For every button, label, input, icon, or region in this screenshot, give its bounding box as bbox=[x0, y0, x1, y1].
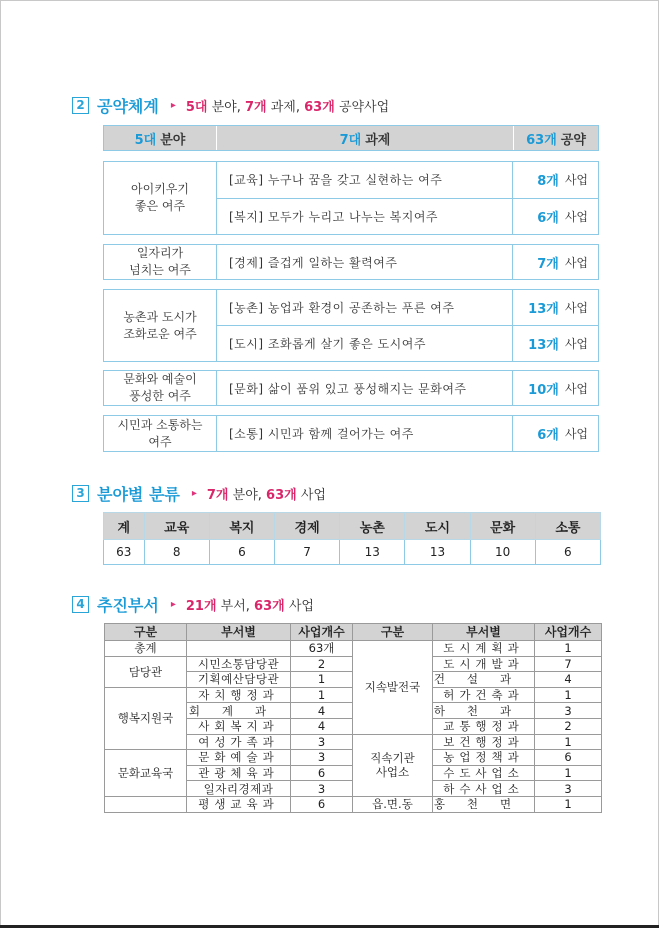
pledge-group-name: 문화와 예술이 풍성한 여주 bbox=[104, 371, 217, 405]
pledge-row: [복지] 모두가 누리고 나누는 복지여주 6개 사업 bbox=[217, 198, 598, 235]
table-row: 사회복지과 4 교통행정과 2 bbox=[105, 718, 602, 734]
section3-title bbox=[72, 482, 326, 505]
section4-title bbox=[72, 593, 314, 616]
department-header-row: 구분 부서별 사업개수 구분 부서별 사업개수 bbox=[105, 624, 602, 641]
table-row: 평생교육과 6 읍.면.동 홍천면 1 bbox=[105, 796, 602, 812]
pledge-row: [문화] 삶이 품위 있고 풍성해지는 문화여주 10개 사업 bbox=[217, 371, 598, 405]
page-frame-left bbox=[0, 0, 1, 925]
pledge-header-task: 7대 과제 bbox=[217, 126, 514, 150]
pledge-row: [교육] 누구나 꿈을 갖고 실현하는 여주 8개 사업 bbox=[217, 162, 598, 198]
section4-subtitle: 21개 부서, 63개 사업 bbox=[185, 599, 314, 614]
pledge-group-name: 농촌과 도시가 조화로운 여주 bbox=[104, 290, 217, 361]
pledge-group-culture bbox=[103, 370, 599, 406]
pledge-row: [소통] 시민과 함께 걸어가는 여주 6개 사업 bbox=[217, 416, 598, 451]
arrow-icon: ▸ bbox=[170, 100, 176, 111]
table-row: 회계과 4 하천과 3 bbox=[105, 703, 602, 719]
table-row: 문화교육국 문화예술과 3 농업정책과 6 bbox=[105, 750, 602, 766]
table-row: 여성가족과 3 직속기관 사업소 보건행정과 1 bbox=[105, 734, 602, 750]
section2-number: 2 bbox=[72, 97, 89, 114]
category-table bbox=[103, 512, 601, 565]
pledge-group-rural-urban bbox=[103, 289, 599, 362]
section3-number: 3 bbox=[72, 485, 89, 502]
table-row: 담당관 시민소통담당관 2 도시개발과 7 bbox=[105, 656, 602, 672]
section2-name: 공약체계 bbox=[97, 97, 159, 116]
category-value-row: 63 8 6 7 13 13 10 6 bbox=[104, 540, 601, 565]
table-row: 일자리경제과 3 하수사업소 3 bbox=[105, 781, 602, 797]
section2-subtitle: 5대 분야, 7개 과제, 63개 공약사업 bbox=[185, 100, 390, 115]
category-header-row: 계 교육 복지 경제 농촌 도시 문화 소통 bbox=[104, 513, 601, 540]
section2-title bbox=[72, 94, 389, 117]
pledge-header-count: 63개 공약 bbox=[526, 132, 586, 148]
page-frame-bottom bbox=[0, 925, 659, 928]
arrow-icon: ▸ bbox=[191, 488, 197, 499]
pledge-group-communication bbox=[103, 415, 599, 452]
page-frame-top bbox=[0, 0, 659, 1]
pledge-group-name: 시민과 소통하는 여주 bbox=[104, 416, 217, 451]
pledge-header-field: 5대 분야 bbox=[104, 126, 217, 150]
section4-number: 4 bbox=[72, 596, 89, 613]
table-row: 기획예산담당관 1 건설과 4 bbox=[105, 672, 602, 688]
pledge-header bbox=[103, 125, 599, 151]
pledge-row: [경제] 즐겁게 일하는 활력여주 7개 사업 bbox=[217, 245, 598, 279]
pledge-group-childcare bbox=[103, 161, 599, 235]
section4-name: 추진부서 bbox=[97, 596, 159, 615]
section3-subtitle: 7개 분야, 63개 사업 bbox=[206, 488, 326, 503]
table-row: 행복지원국 자치행정과 1 허가건축과 1 bbox=[105, 687, 602, 703]
pledge-row: [도시] 조화롭게 살기 좋은 도시여주 13개 사업 bbox=[217, 325, 598, 361]
section3-name: 분야별 분류 bbox=[97, 485, 180, 504]
table-row: 총계 63개 지속발전국 도시계획과 1 bbox=[105, 641, 602, 657]
pledge-row: [농촌] 농업과 환경이 공존하는 푸른 여주 13개 사업 bbox=[217, 290, 598, 325]
pledge-group-jobs bbox=[103, 244, 599, 280]
pledge-group-name: 일자리가 넘치는 여주 bbox=[104, 245, 217, 279]
department-table bbox=[104, 623, 602, 813]
table-row: 관광체육과 6 수도사업소 1 bbox=[105, 765, 602, 781]
pledge-group-name: 아이키우기 좋은 여주 bbox=[104, 162, 217, 234]
arrow-icon: ▸ bbox=[170, 599, 176, 610]
